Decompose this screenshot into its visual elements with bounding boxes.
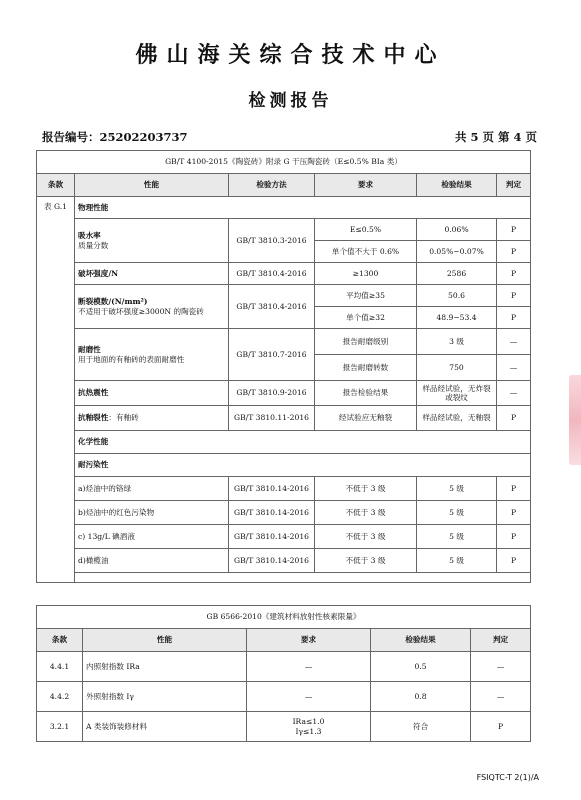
req-cell: 报告耐磨级别 — [315, 329, 417, 355]
req-cell: 平均值≥35 — [315, 285, 417, 307]
col-header: 判定 — [471, 629, 531, 652]
result-cell: 样品经试验，无釉裂 — [417, 406, 497, 431]
property-cell: 内照射指数 IRa — [83, 652, 247, 682]
table-row — [37, 682, 531, 712]
method-cell: GB/T 3810.4-2016 — [229, 263, 315, 285]
col-header: 性能 — [75, 174, 229, 197]
method-cell: GB/T 3810.14-2016 — [229, 477, 315, 501]
clause-cell: 3.2.1 — [37, 712, 83, 742]
result-cell: 5 级 — [417, 477, 497, 501]
judge-cell: P — [497, 285, 531, 307]
property-name: 抗釉裂性 — [78, 413, 109, 423]
stain-item: b)烃油中的红色污染物 — [75, 501, 229, 525]
property-cell: 外照射指数 Iγ — [83, 682, 247, 712]
org-name: 佛山海关综合技术中心 — [135, 42, 446, 68]
judge-cell: P — [471, 712, 531, 742]
result-cell: 符合 — [371, 712, 471, 742]
clause-cell: 4.4.1 — [37, 652, 83, 682]
property-name: 断裂模数/(N/mm²) — [78, 297, 148, 307]
judge-cell: P — [497, 219, 531, 241]
table-row — [37, 652, 531, 682]
judge-cell: P — [497, 525, 531, 549]
table-caption: GB 6566-2010《建筑材料放射性核素限量》 — [37, 606, 531, 629]
judge-cell: P — [497, 501, 531, 525]
col-header: 要求 — [247, 629, 371, 652]
result-cell: 50.6 — [417, 285, 497, 307]
judge-cell: — — [497, 329, 531, 355]
req-cell: ≥1300 — [315, 263, 417, 285]
req-cell: E≤0.5% — [315, 219, 417, 241]
req-cell: 经试验应无釉裂 — [315, 406, 417, 431]
result-cell: 0.05%~0.07% — [417, 241, 497, 263]
judge-cell: — — [497, 355, 531, 381]
ceramic-tile-table — [36, 150, 531, 583]
property-name: 耐磨性 — [78, 345, 101, 355]
method-cell: GB/T 3810.4-2016 — [229, 285, 315, 329]
req-cell: 报告耐磨转数 — [315, 355, 417, 381]
col-header: 要求 — [315, 174, 417, 197]
judge-cell: P — [497, 549, 531, 573]
property-sub: 质量分数 — [78, 240, 109, 250]
judge-cell: — — [497, 381, 531, 406]
property-cell — [75, 329, 229, 381]
clause-cell: 表 G.1 — [37, 197, 75, 583]
method-cell: GB/T 3810.11-2016 — [229, 406, 315, 431]
clause-cell: 4.4.2 — [37, 682, 83, 712]
result-cell: 5 级 — [417, 501, 497, 525]
result-cell: 样品经试验，无炸裂或裂纹 — [417, 381, 497, 406]
req-cell: 报告检验结果 — [315, 381, 417, 406]
form-code: FSIQTC-T 2(1)/A — [476, 773, 539, 782]
section-title: 耐污染性 — [75, 454, 531, 477]
method-cell: GB/T 3810.3-2016 — [229, 219, 315, 263]
req-cell: 单个值≥32 — [315, 307, 417, 329]
judge-cell: P — [497, 477, 531, 501]
col-header: 检验结果 — [417, 174, 497, 197]
stain-item: c) 13g/L 碘酒液 — [75, 525, 229, 549]
method-cell: GB/T 3810.14-2016 — [229, 501, 315, 525]
col-header: 条款 — [37, 629, 83, 652]
table-row — [37, 712, 531, 742]
req-line: Iγ≤1.3 — [295, 726, 322, 736]
req-cell: — — [247, 652, 371, 682]
section-title: 化学性能 — [75, 431, 531, 454]
col-header: 条款 — [37, 174, 75, 197]
report-title: 检测报告 — [248, 91, 333, 111]
judge-cell: — — [471, 652, 531, 682]
blank-row — [75, 573, 531, 583]
req-cell: 不低于 3 级 — [315, 477, 417, 501]
req-cell: — — [247, 682, 371, 712]
property-name: 吸水率 — [78, 231, 101, 241]
table-caption: GB/T 4100-2015《陶瓷砖》附录 G 干压陶瓷砖（E≤0.5% BⅠa 类） — [37, 151, 531, 174]
req-cell: 不低于 3 级 — [315, 525, 417, 549]
col-header: 检验方法 — [229, 174, 315, 197]
req-cell: 单个值不大于 0.6% — [315, 241, 417, 263]
req-cell: 不低于 3 级 — [315, 549, 417, 573]
judge-cell: P — [497, 307, 531, 329]
property-cell — [75, 406, 229, 431]
property-cell — [75, 219, 229, 263]
result-cell: 0.5 — [371, 652, 471, 682]
radioactivity-table — [36, 605, 531, 742]
result-cell: 2586 — [417, 263, 497, 285]
report-number: 报告编号：25202203737 — [42, 130, 188, 144]
col-header: 判定 — [497, 174, 531, 197]
method-cell: GB/T 3810.14-2016 — [229, 549, 315, 573]
property-sub: 不适用于破坏强度≥3000N 的陶瓷砖 — [78, 306, 204, 316]
result-cell: 750 — [417, 355, 497, 381]
result-cell: 0.06% — [417, 219, 497, 241]
stain-item: a)烃油中的铬绿 — [75, 477, 229, 501]
section-title: 物理性能 — [75, 197, 531, 219]
page-info: 共 5 页 第 4 页 — [454, 130, 537, 144]
judge-cell: P — [497, 263, 531, 285]
stain-item: d)橄榄油 — [75, 549, 229, 573]
col-header: 检验结果 — [371, 629, 471, 652]
result-cell: 48.9~53.4 — [417, 307, 497, 329]
req-cell — [247, 712, 371, 742]
judge-cell: P — [497, 241, 531, 263]
property-note: ：有釉砖 — [108, 413, 139, 423]
req-cell: 不低于 3 级 — [315, 501, 417, 525]
result-cell: 5 级 — [417, 549, 497, 573]
method-cell: GB/T 3810.14-2016 — [229, 525, 315, 549]
method-cell: GB/T 3810.9-2016 — [229, 381, 315, 406]
method-cell: GB/T 3810.7-2016 — [229, 329, 315, 381]
result-cell: 0.8 — [371, 682, 471, 712]
judge-cell: P — [497, 406, 531, 431]
req-line: IRa≤1.0 — [292, 717, 325, 727]
result-cell: 3 级 — [417, 329, 497, 355]
result-cell: 5 级 — [417, 525, 497, 549]
seal-stamp — [569, 375, 581, 465]
property-sub: 用于地面的有釉砖的表面耐磨性 — [78, 354, 185, 364]
property-cell — [75, 285, 229, 329]
property-name: 破坏强度/N — [75, 263, 229, 285]
property-cell: A 类装饰装修材料 — [83, 712, 247, 742]
property-name: 抗热震性 — [75, 381, 229, 406]
col-header: 性能 — [83, 629, 247, 652]
judge-cell: — — [471, 682, 531, 712]
